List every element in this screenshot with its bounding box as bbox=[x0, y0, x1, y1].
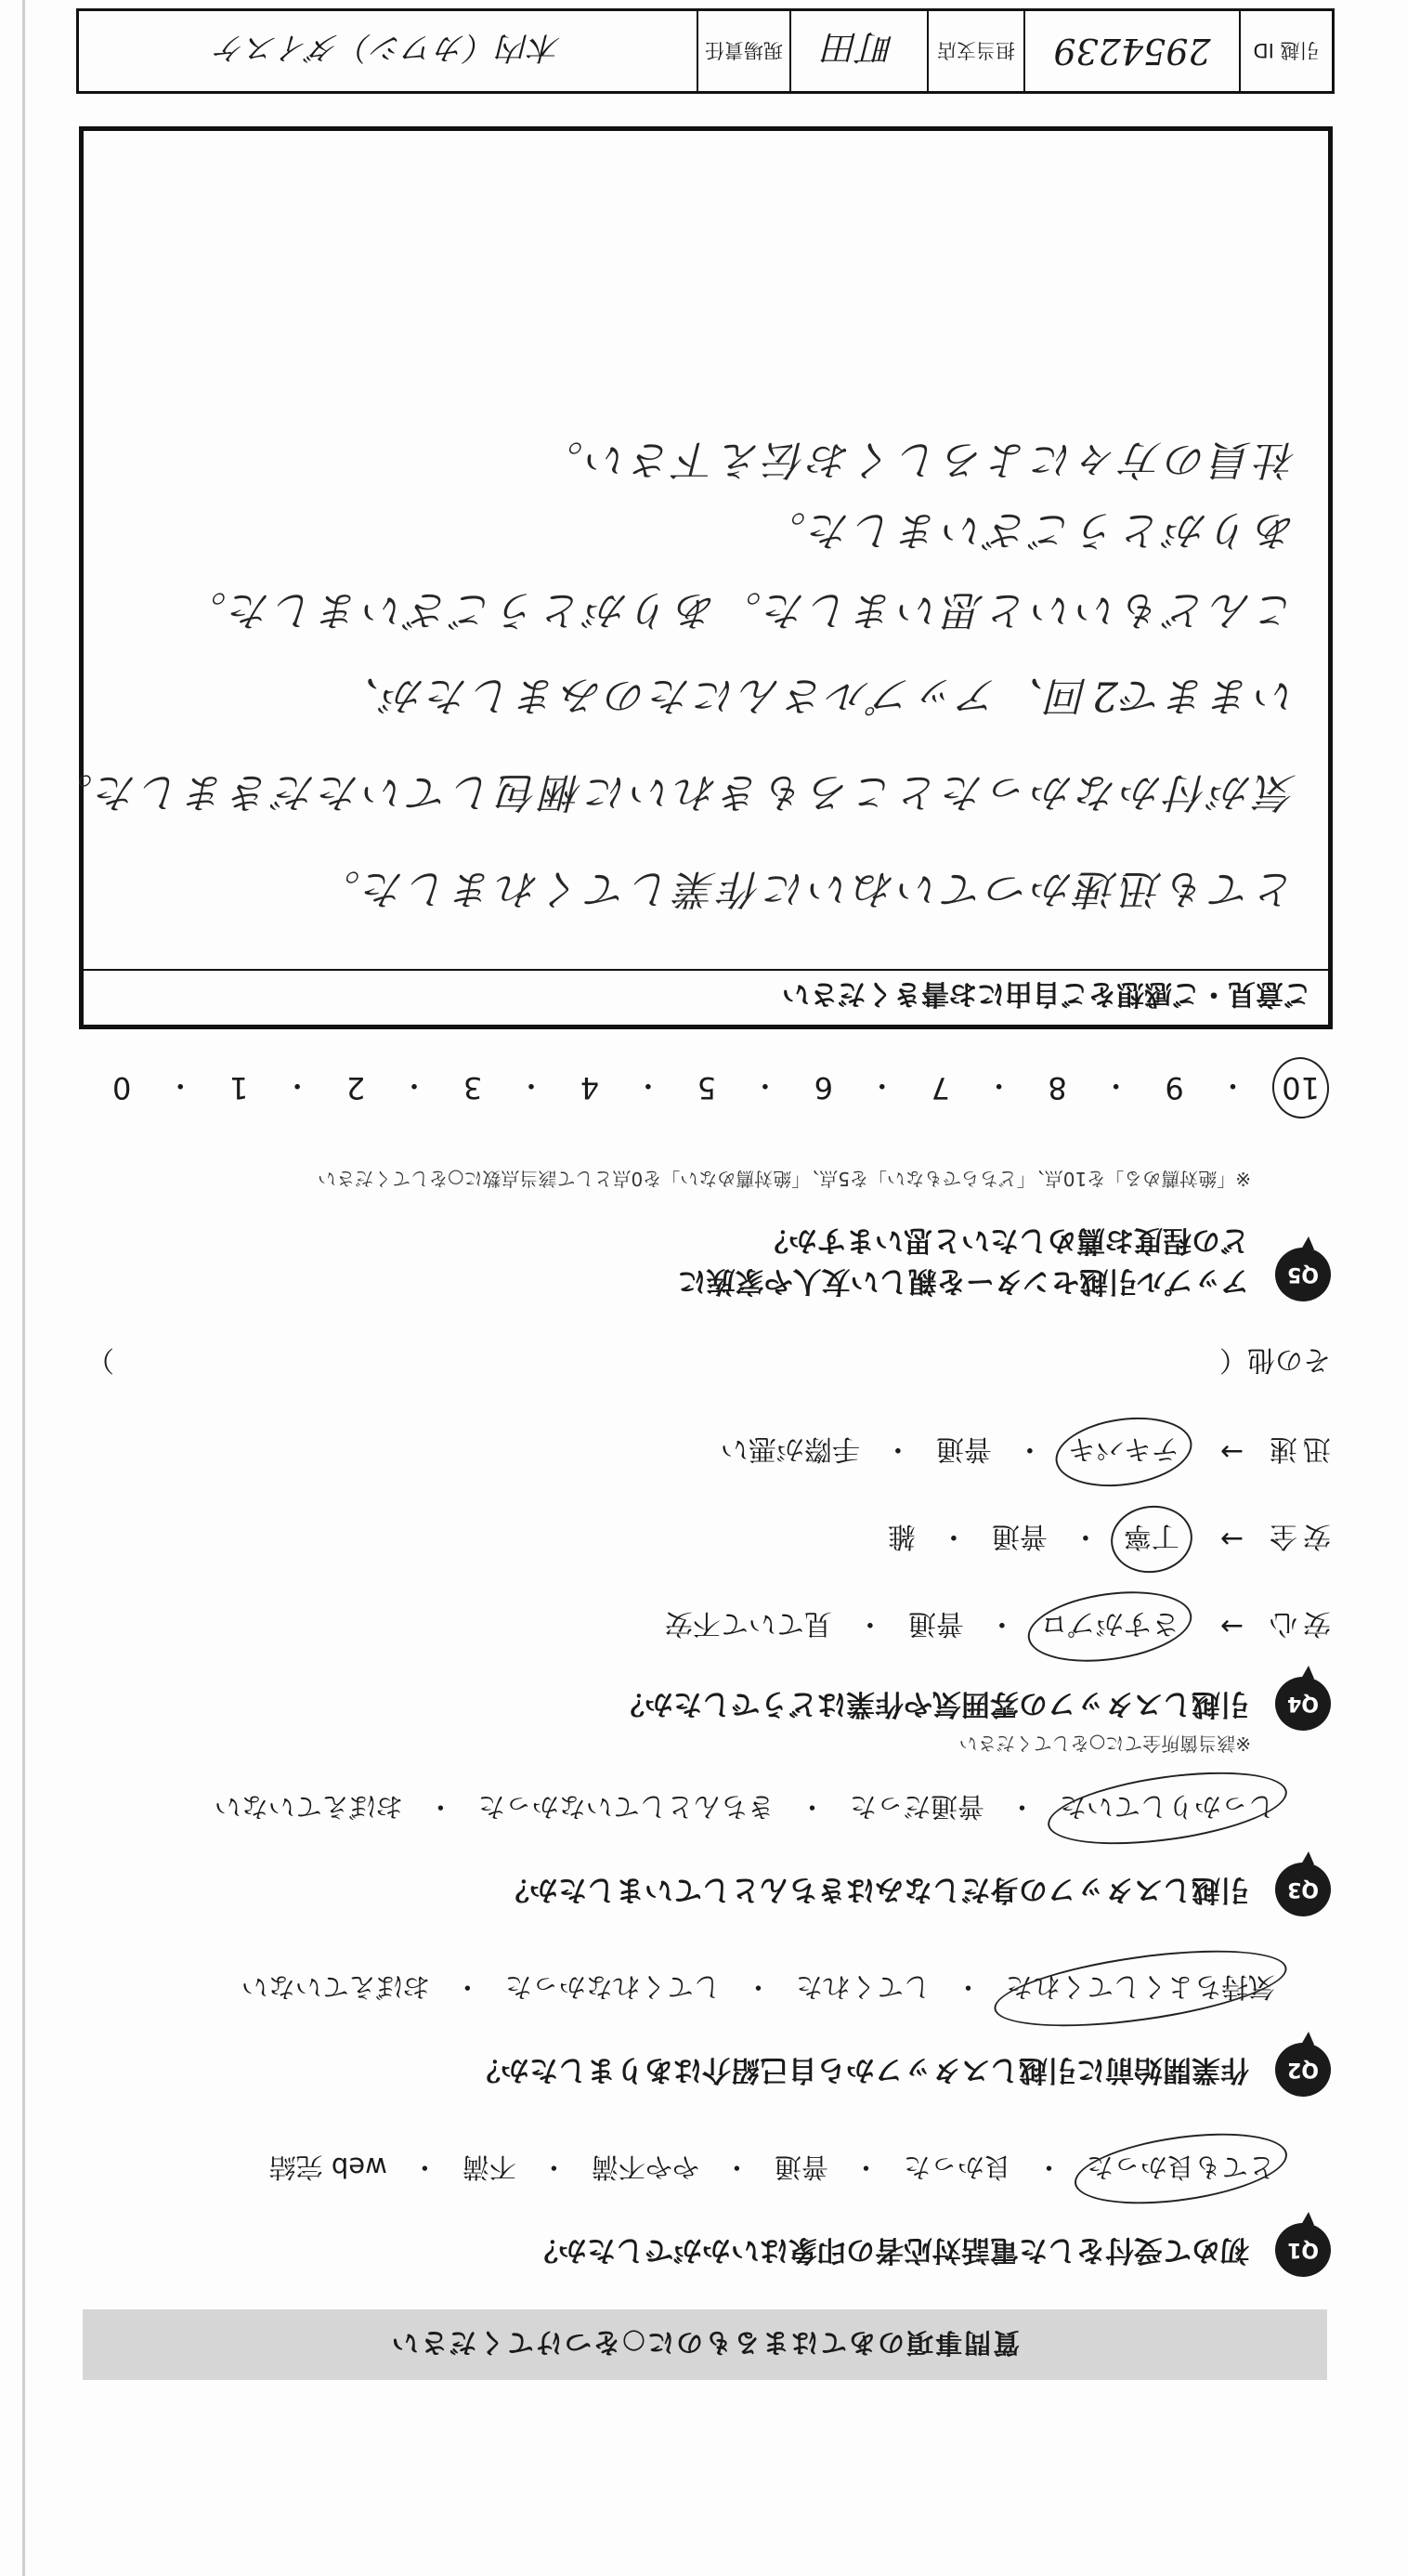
q2-bubble-icon: Q2 bbox=[1275, 2043, 1331, 2097]
q5-scale-option[interactable]: 6 bbox=[814, 1070, 833, 1105]
q4-row-anshin: 安心 → さすがプロ ・ 普通 ・ 見ていて不安 bbox=[661, 1606, 1331, 1647]
id-table bbox=[76, 8, 1335, 94]
q3-options: しっかりしていた ・ 普通だった ・ きちんとしていなかった ・ おぼえていない bbox=[65, 1789, 1279, 1827]
branch-value: 町田 bbox=[789, 11, 927, 91]
q2-options: 気持ちよくしてくれた ・ してくれた ・ してくれなかった ・ おぼえていない bbox=[65, 1969, 1279, 2007]
q4-option[interactable]: 普通 bbox=[935, 1432, 992, 1465]
q3-option[interactable]: 普通だった bbox=[849, 1791, 984, 1823]
q5-scale: 10 ・ 9 ・ 8 ・ 7 ・ 6 ・ 5 ・ 4 ・ 3 ・ 2 ・ 1 ・ 0 bbox=[112, 1068, 1320, 1105]
q4-text: 引越しスタッフの雰囲気や作業はどうでしたか？ bbox=[616, 1687, 1249, 1720]
q4-option[interactable]: 見ていて不安 bbox=[664, 1607, 832, 1640]
q4-row-other bbox=[86, 1342, 1331, 1383]
survey-header: 質問事項のあてはまるものに○をつけてください bbox=[83, 2309, 1327, 2380]
question-1 bbox=[529, 2223, 1331, 2277]
q1-option[interactable]: 不満 bbox=[462, 2151, 516, 2183]
q5-scale-option[interactable]: 9 bbox=[1165, 1070, 1184, 1105]
q2-option[interactable]: 気持ちよくしてくれた bbox=[1002, 1969, 1279, 2007]
q1-options: とても良かった ・ 良かった ・ 普通 ・ やや不満 ・ 不満 ・ web 完結 bbox=[65, 2150, 1279, 2188]
leader-value: 木内（カワシ）ダイスケ bbox=[215, 29, 561, 67]
q4-row-label: 安心 bbox=[1264, 1607, 1331, 1640]
q5-scale-option[interactable]: 5 bbox=[697, 1070, 717, 1105]
q1-option[interactable]: 普通 bbox=[774, 2151, 828, 2183]
comment-title-divider bbox=[84, 969, 1328, 971]
comment-box[interactable] bbox=[48, 126, 1333, 1029]
q5-scale-option[interactable]: 2 bbox=[345, 1070, 366, 1105]
arrow-right-icon: → bbox=[1219, 1523, 1244, 1556]
q1-option[interactable]: やや不満 bbox=[591, 2151, 699, 2183]
q3-option[interactable]: しっかりしていた bbox=[1056, 1789, 1279, 1827]
comment-line: 社員の方々によろしくお伝え下さい。 bbox=[539, 436, 1296, 483]
q5-text bbox=[678, 1220, 1249, 1301]
q4-row-jinsoku: 迅速 → テキパキ ・ 普通 ・ 手際が悪い bbox=[717, 1432, 1331, 1472]
comment-line: 気が付かなかったところもきれいに梱包していただきました。 bbox=[48, 768, 1296, 816]
id-value: 2954239 bbox=[1023, 11, 1239, 91]
arrow-right-icon: → bbox=[1219, 1610, 1244, 1643]
q4-option[interactable]: 丁寧 bbox=[1120, 1519, 1183, 1560]
q5-text-line2: どの程度お薦めしたいと思いますか？ bbox=[760, 1223, 1249, 1257]
q5-note: ※「絶対薦める」を10点、「どちらでもない」を5点、「絶対薦めない」を0点として該当点数に○をしてください bbox=[318, 1168, 1251, 1190]
q4-note: ※該当箇所全てに○をしてください bbox=[958, 1733, 1251, 1755]
arrow-right-icon: → bbox=[1219, 1435, 1244, 1469]
branch-label: 担当支店 bbox=[927, 11, 1023, 91]
question-4 bbox=[616, 1677, 1331, 1731]
q1-option[interactable]: とても良かった bbox=[1083, 2150, 1279, 2188]
q2-option[interactable]: おぼえていない bbox=[241, 1971, 430, 2003]
q1-bubble-icon: Q1 bbox=[1275, 2223, 1331, 2277]
comment-line: こんどもいいと思いました。ありがとうございました。 bbox=[182, 586, 1296, 634]
scan-margin-line bbox=[22, 0, 25, 2576]
q4-row-anzen: 安全 → 丁寧 ・ 普通 ・ 雑 bbox=[884, 1519, 1331, 1560]
q2-option[interactable]: してくれた bbox=[795, 1971, 931, 2003]
comment-line: いままで2回、アップルさんにたのみましたが、 bbox=[334, 672, 1296, 719]
q5-scale-option[interactable]: 8 bbox=[1048, 1070, 1067, 1105]
q4-option[interactable]: テキパキ bbox=[1064, 1432, 1183, 1472]
q4-option[interactable]: 雑 bbox=[887, 1520, 916, 1552]
q1-option[interactable]: 良かった bbox=[903, 2151, 1011, 2183]
q4-row-label: 迅速 bbox=[1264, 1432, 1331, 1465]
comment-title: ご意見・ご感想をご自由にお書きください bbox=[782, 977, 1311, 1010]
q4-option[interactable]: 手際が悪い bbox=[720, 1432, 860, 1465]
question-5 bbox=[678, 1220, 1331, 1301]
q3-text: 引越しスタッフの身だしなみはきちんとしていましたか？ bbox=[501, 1873, 1249, 1906]
question-2 bbox=[472, 2043, 1331, 2097]
q2-text: 作業開始前に引越しスタッフから自己紹介はありましたか？ bbox=[472, 2053, 1249, 2086]
q1-text: 初めて受付をした電話対応者の印象はいかがでしたか？ bbox=[529, 2233, 1249, 2267]
q4-option[interactable]: 普通 bbox=[991, 1520, 1048, 1552]
q3-option[interactable]: おぼえていない bbox=[214, 1791, 403, 1823]
comment-line: ありがとうございました。 bbox=[762, 506, 1296, 554]
q5-scale-option[interactable]: 4 bbox=[580, 1070, 600, 1105]
q2-option[interactable]: してくれなかった bbox=[504, 1971, 721, 2003]
q4-option[interactable]: 普通 bbox=[907, 1607, 964, 1640]
q5-bubble-icon: Q5 bbox=[1275, 1248, 1331, 1301]
comment-line: とても迅速かつていねいに作業してくれました。 bbox=[316, 865, 1296, 912]
q5-text-line1: アップル引越センターを親しい友人や家族に bbox=[677, 1264, 1249, 1298]
q4-other-label: その他（ bbox=[1219, 1343, 1331, 1376]
question-3 bbox=[501, 1863, 1331, 1916]
q5-scale-option[interactable]: 0 bbox=[112, 1070, 132, 1105]
q1-option[interactable]: web 完結 bbox=[268, 2151, 387, 2183]
q4-row-label: 安全 bbox=[1264, 1520, 1331, 1552]
q5-scale-option[interactable]: 10 bbox=[1282, 1070, 1320, 1105]
q4-other-close: ） bbox=[86, 1343, 114, 1376]
q4-option[interactable]: さすがプロ bbox=[1036, 1606, 1183, 1647]
q3-option[interactable]: きちんとしていなかった bbox=[477, 1791, 775, 1823]
leader-label: 現場責任 bbox=[697, 11, 789, 91]
q4-bubble-icon: Q4 bbox=[1275, 1677, 1331, 1731]
q5-scale-option[interactable]: 3 bbox=[462, 1070, 483, 1105]
q5-scale-option[interactable]: 7 bbox=[931, 1070, 950, 1105]
q5-scale-option[interactable]: 1 bbox=[228, 1070, 249, 1105]
id-label: 引越 ID bbox=[1239, 11, 1332, 91]
q3-bubble-icon: Q3 bbox=[1275, 1863, 1331, 1916]
